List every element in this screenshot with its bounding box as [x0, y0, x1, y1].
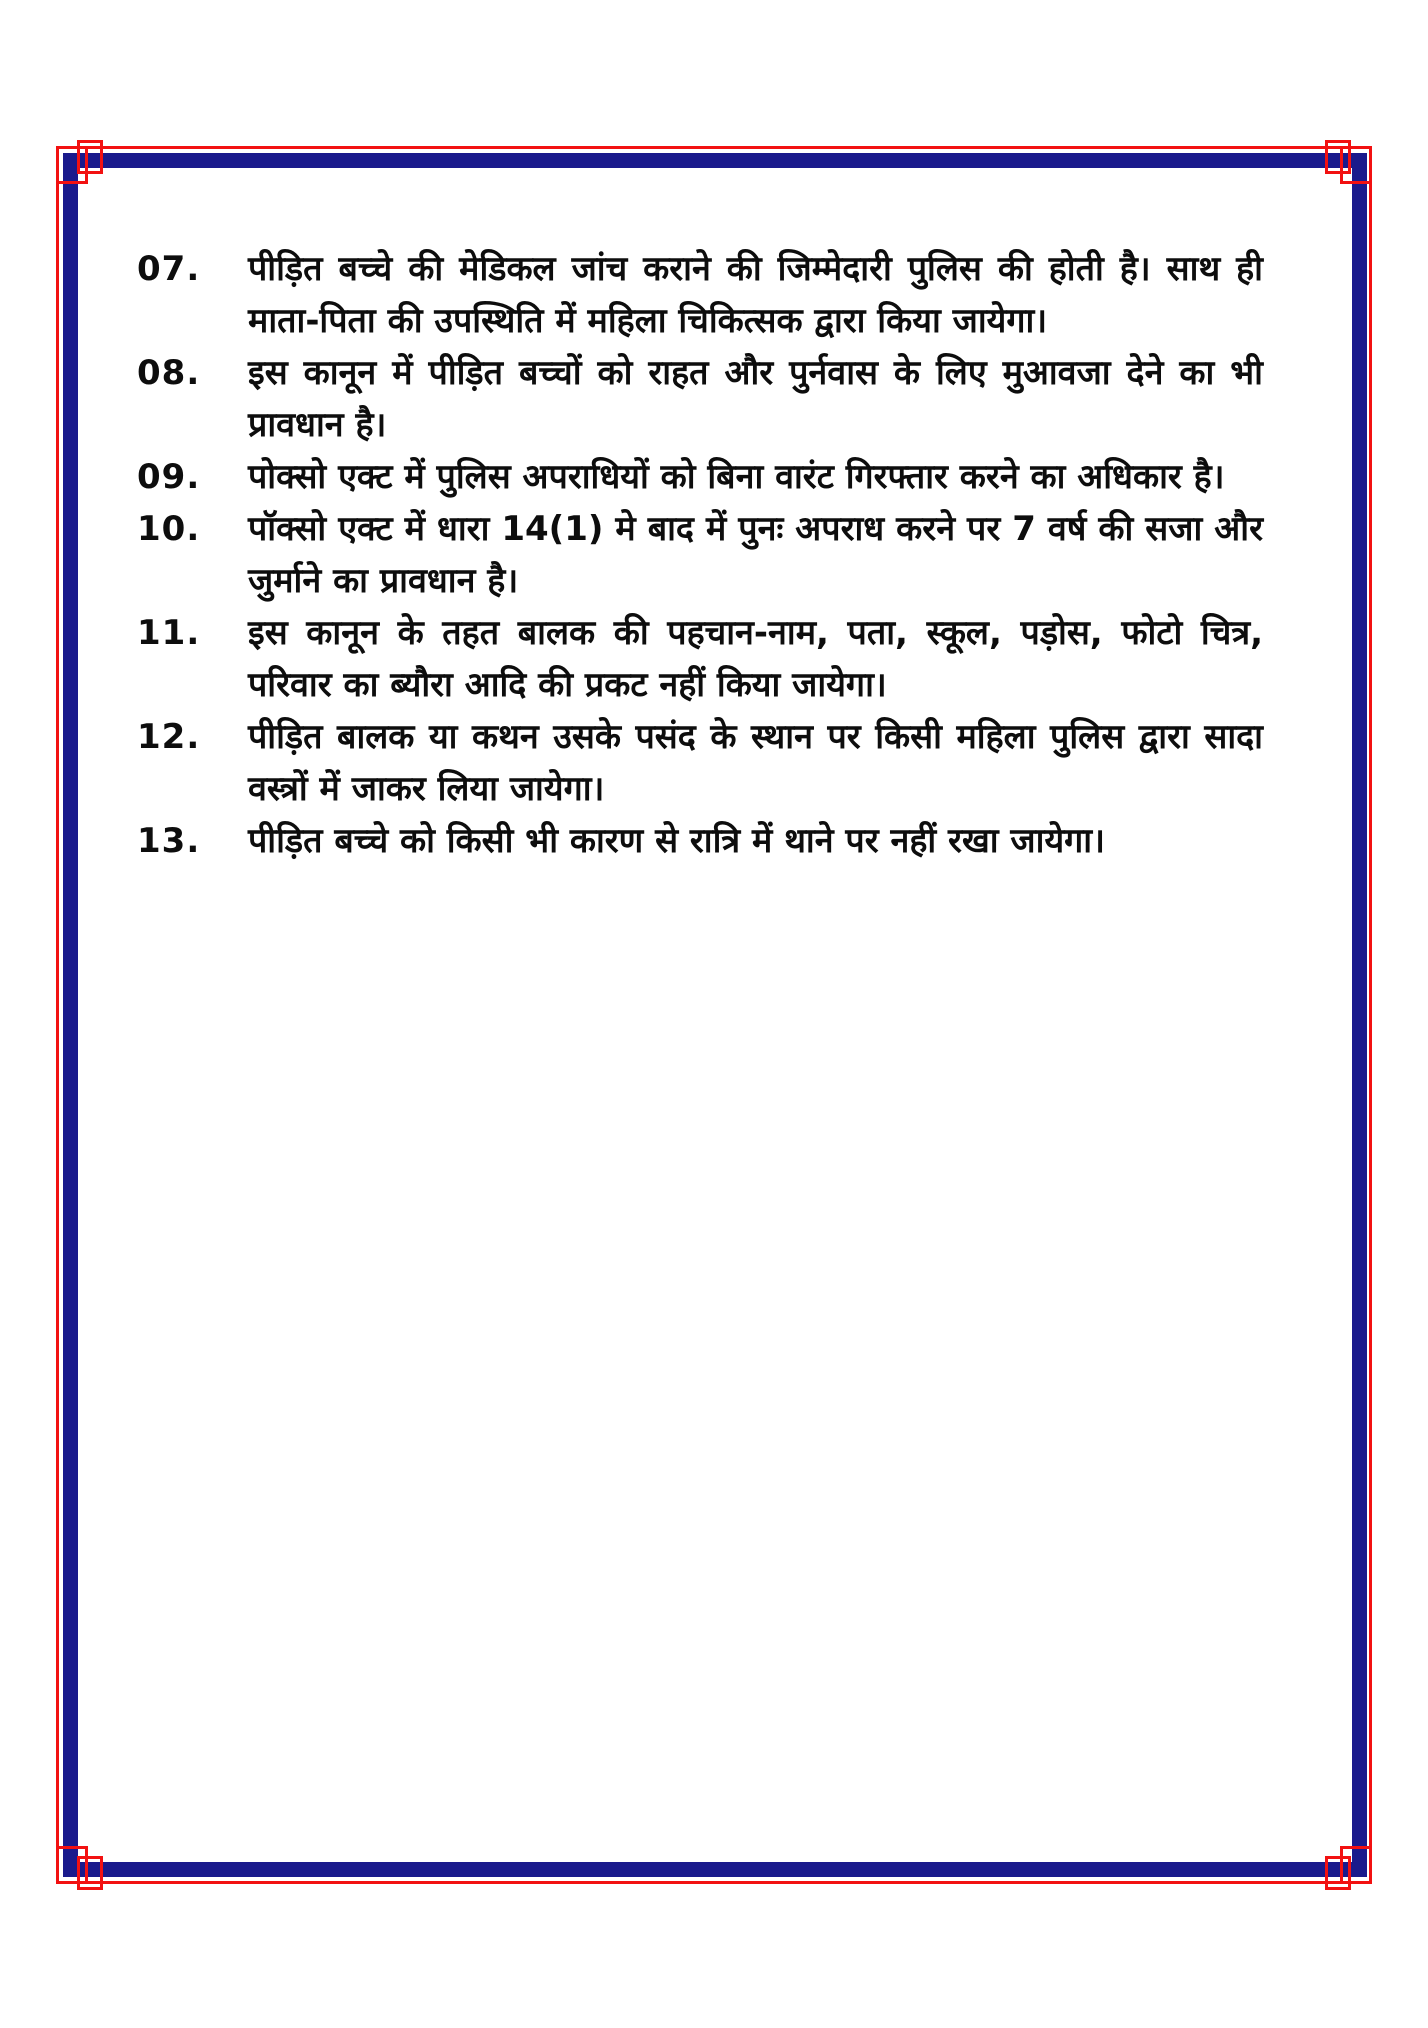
list-item: [137, 711, 1263, 815]
list-item: [137, 243, 1263, 347]
corner-square: [1325, 1856, 1351, 1890]
item-number: 12.: [137, 717, 201, 757]
list-item: [137, 607, 1263, 711]
item-text: पीड़ित बच्चे की मेडिकल जांच कराने की जिम्मेदारी पुलिस की होती है। साथ ही माता-पिता की उपस्थिति में महिला चिकित्सक द्वारा किया जायेगा।: [248, 249, 1263, 341]
list-item: [137, 347, 1263, 451]
list-item: [137, 451, 1263, 503]
item-number: 08.: [137, 353, 201, 393]
item-number: 10.: [137, 509, 201, 549]
corner-ornament-top-left: [56, 140, 116, 196]
corner-square: [77, 1856, 103, 1890]
item-text: पोक्सो एक्ट में पुलिस अपराधियों को बिना वारंट गिरफ्तार करने का अधिकार है।: [248, 457, 1225, 497]
item-number: 07.: [137, 249, 201, 289]
item-text: पॉक्सो एक्ट में धारा 14(1) मे बाद में पुनः अपराध करने पर 7 वर्ष की सजा और जुर्माने का प्रावधान है।: [248, 509, 1263, 601]
corner-ornament-bottom-right: [1312, 1834, 1372, 1890]
list-item: [137, 815, 1263, 867]
item-number: 11.: [137, 613, 201, 653]
corner-ornament-top-right: [1312, 140, 1372, 196]
item-text: इस कानून में पीड़ित बच्चों को राहत और पुर्नवास के लिए मुआवजा देने का भी प्रावधान है।: [248, 353, 1263, 445]
list-item: [137, 503, 1263, 607]
numbered-list: [137, 243, 1263, 867]
item-number: 09.: [137, 457, 201, 497]
corner-ornament-bottom-left: [56, 1834, 116, 1890]
corner-square: [1325, 140, 1351, 174]
item-text: पीड़ित बच्चे को किसी भी कारण से रात्रि में थाने पर नहीं रखा जायेगा।: [248, 821, 1105, 861]
item-number: 13.: [137, 821, 201, 861]
item-text: इस कानून के तहत बालक की पहचान-नाम, पता, स्कूल, पड़ोस, फोटो चित्र, परिवार का ब्यौरा आदि की प्रकट नहीं किया जायेगा।: [248, 613, 1263, 705]
corner-square: [77, 140, 103, 174]
item-text: पीड़ित बालक या कथन उसके पसंद के स्थान पर किसी महिला पुलिस द्वारा सादा वस्त्रों में जाकर लिया जायेगा।: [248, 717, 1263, 809]
